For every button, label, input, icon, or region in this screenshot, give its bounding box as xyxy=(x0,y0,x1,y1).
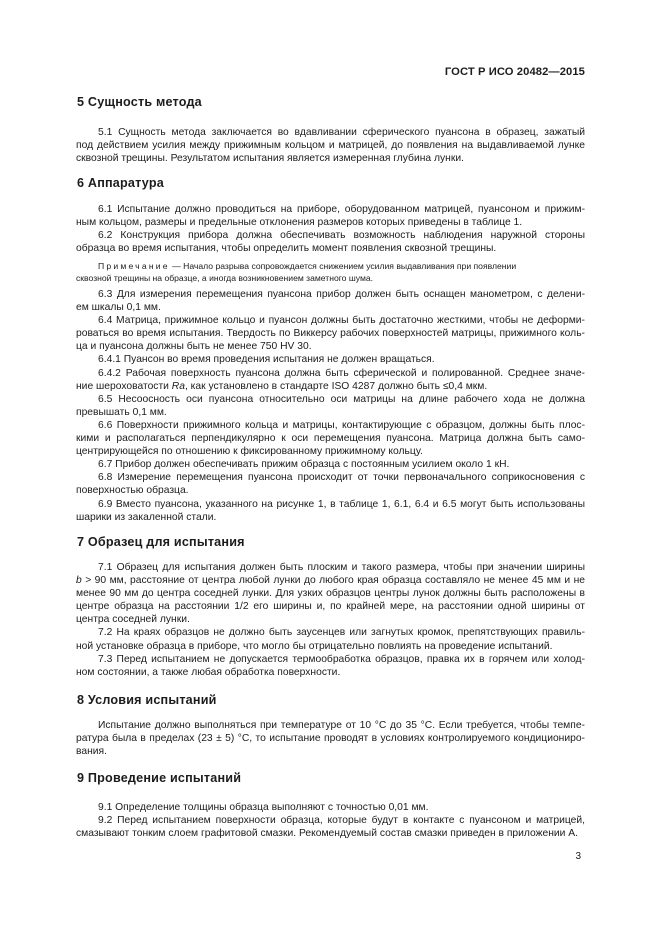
note-line: сквозной трещины на образце, а иногда возникновением заметного шума. xyxy=(76,273,374,284)
text-line: кими и располагаться перпендикулярно к оси перемещения пуансона. Матрица должна быть само- xyxy=(76,433,585,445)
text-line: ца и пуансона должны быть не менее 750 HV 30. xyxy=(76,341,312,353)
text-line: менее 90 мм до центра соседней лунки. Для узких образцов центры лунок должны быть расположены в xyxy=(76,588,585,600)
text-line: 7.1 Образец для испытания должен быть плоским и такого размера, чтобы при значении ширины xyxy=(98,562,585,573)
text-line: шарики из закаленной стали. xyxy=(76,511,217,523)
text-line: 5.1 Сущность метода заключается во вдавливании сферического пуансона в образец, зажатый xyxy=(98,127,585,138)
section-6-body xyxy=(76,203,585,255)
text-line: ной установке образца в приборе, что могло бы отрицательно повлиять на проведение испытаний. xyxy=(76,640,553,652)
text-line: 7.3 Перед испытанием не допускается термообработка образцов, правка их в горячем или холод- xyxy=(98,653,585,665)
section-9-title: 9 Проведение испытаний xyxy=(77,771,242,785)
text-line: роваться во время испытания. Твердость по Виккерсу рабочих поверхностей матрицы, прижимного коль- xyxy=(76,328,585,340)
text-line: ние шероховатости Ra, как установлено в стандарте ISO 4287 должно быть ≤0,4 мкм. xyxy=(76,380,488,392)
text-line: 6.2 Конструкция прибора должна обеспечивать возможность наблюдения наружной стороны xyxy=(98,230,585,242)
text-line: превышать 0,1 мм. xyxy=(76,406,167,418)
text-line: центра соседней лунки. xyxy=(76,614,190,626)
text-line: 6.9 Вместо пуансона, указанного на рисунке 1, в таблице 1, 6.1, 6.4 и 6.5 могут быть использованы xyxy=(98,498,585,510)
standard-designation: ГОСТ Р ИСО 20482—2015 xyxy=(444,66,585,78)
note-text: — Начало разрыва сопровождается снижением усилия выдавливания при появлении xyxy=(169,261,517,271)
text-line: сквозной трещины. Результатом испытания является измеренная глубина лунки. xyxy=(76,153,464,165)
text-line: 7.2 На краях образцов не должно быть заусенцев или загнутых кромок, препятствующих правиль- xyxy=(98,627,585,639)
section-5-body xyxy=(76,126,585,165)
text-line: 6.8 Измерение перемещения пуансона происходит от точки первоначального соприкосновения с xyxy=(98,472,585,484)
section-5-title: 5 Сущность метода xyxy=(77,95,202,109)
text-line: 9.2 Перед испытанием поверхности образца, которые будут в контакте с пуансоном и матрицей, xyxy=(98,815,585,827)
section-6-body-continued xyxy=(76,288,585,524)
text-line: смазывают тонким слоем графитовой смазки. Рекомендуемый состав смазки приведен в приложении А. xyxy=(76,828,579,840)
note-line xyxy=(76,260,585,272)
text-line: 6.4 Матрица, прижимное кольцо и пуансон должны быть достаточно жесткими, чтобы не деформи- xyxy=(98,315,585,327)
text-line: поверхностью образца. xyxy=(76,485,189,497)
section-6-title: 6 Аппаратура xyxy=(77,176,164,190)
text-line: центре образца на расстоянии 1/2 его ширины и, по крайней мере, на расстоянии одной ширины от xyxy=(76,601,585,613)
text-line: образца во время испытания, чтобы определить момент появления сквозной трещины. xyxy=(76,243,497,255)
text-line: 6.6 Поверхности прижимного кольца и матрицы, контактирующие с образцом, должны быть плос- xyxy=(98,419,585,431)
text-line: 6.3 Для измерения перемещения пуансона прибор должен быть оснащен манометром, с делени- xyxy=(98,289,585,300)
text-line: 9.1 Определение толщины образца выполняют с точностью 0,01 мм. xyxy=(98,802,429,813)
note xyxy=(76,260,585,284)
section-8-body xyxy=(76,719,585,758)
text-line: ном состоянии, а также любая обработка поверхности. xyxy=(76,666,341,678)
section-8-title: 8 Условия испытаний xyxy=(77,693,217,707)
text-line: 6.7 Прибор должен обеспечивать прижим образца с постоянным усилием около 1 кН. xyxy=(98,459,510,471)
text-line: 6.5 Несоосность оси пуансона относительно оси матрицы на длине рабочего хода не должна xyxy=(98,393,585,405)
text-line: Испытание должно выполняться при температуре от 10 °С до 35 °С. Если требуется, чтобы темпе- xyxy=(98,720,585,731)
section-7-body xyxy=(76,561,585,679)
text-line: вания. xyxy=(76,746,107,758)
text-line: 6.4.2 Рабочая поверхность пуансона должна быть сферической и полированной. Среднее значе- xyxy=(98,367,585,379)
text-line: ратура была в пределах (23 ± 5) °С, то испытание проводят в условиях контролируемого кондициониро- xyxy=(76,733,585,745)
section-9-body xyxy=(76,801,585,840)
text-line: ным кольцом, размеры и предельные отклонения размеров которых приведены в таблице 1. xyxy=(76,217,523,229)
note-label: Примечание xyxy=(98,261,170,271)
text-line: 6.4.1 Пуансон во время проведения испытания не должен вращаться. xyxy=(98,354,435,366)
text-line: b > 90 мм, расстояние от центра любой лунки до любого края образца составляло не менее 45 мм и не xyxy=(76,575,585,587)
page-number: 3 xyxy=(575,851,581,862)
section-7-title: 7 Образец для испытания xyxy=(77,535,245,549)
text-line: центрирующейся по отношению к фиксированному прижимному кольцу. xyxy=(76,446,423,458)
text-line: 6.1 Испытание должно проводиться на приборе, оборудованном матрицей, пуансоном и прижим- xyxy=(98,204,585,215)
text-line: ем шкалы 0,1 мм. xyxy=(76,302,161,314)
text-line: под действием усилия между прижимным кольцом и матрицей, до появления на выдавливаемой лунке xyxy=(76,140,585,152)
